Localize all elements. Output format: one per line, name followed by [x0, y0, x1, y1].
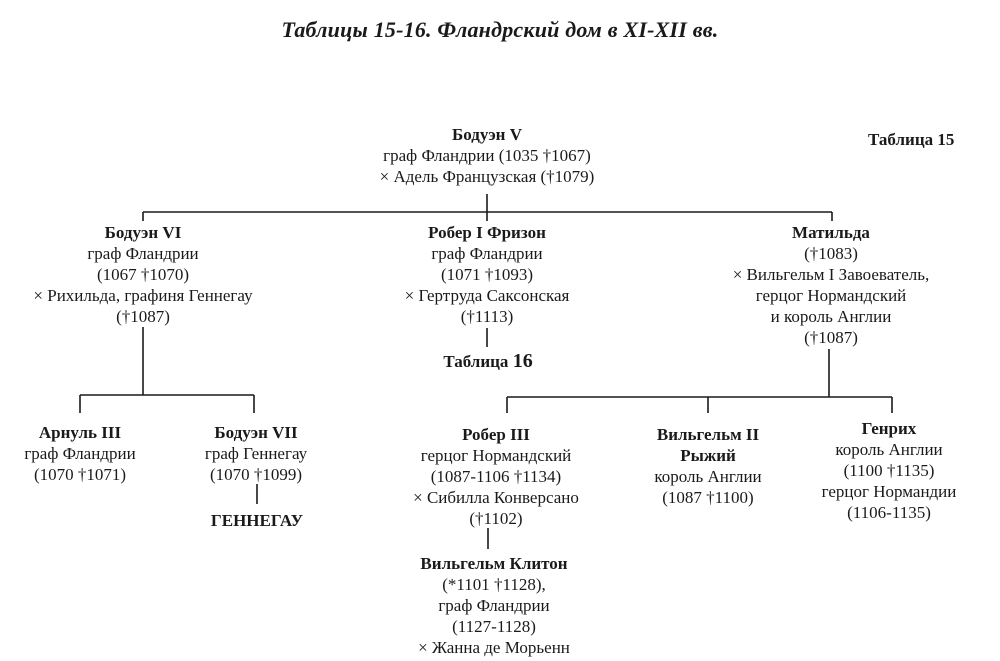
- house-hainaut: ГЕННЕГАУ: [210, 511, 304, 530]
- person-name: Вильгельм Клитон: [420, 554, 568, 573]
- person-title: граф Фландрии: [24, 444, 136, 463]
- person-name: Бодуэн VII: [214, 423, 298, 442]
- person-dates: (1070 †1071): [33, 465, 127, 484]
- person-dates: (1100 †1135): [843, 461, 935, 480]
- person-title: герцог Нормандский: [420, 446, 572, 465]
- person-dates: (1087 †1100): [662, 488, 754, 507]
- person-matilda: [733, 222, 930, 348]
- table-16-reference[interactable]: [443, 351, 532, 372]
- person-dates: (†1083): [804, 244, 858, 263]
- person-dates: (1070 †1099): [209, 465, 303, 484]
- spouse-dates: (†1102): [469, 509, 523, 528]
- person-spouse: × Гертруда Саксонская: [404, 286, 570, 305]
- person-william-ii: [654, 424, 761, 508]
- person-dates: (1071 †1093): [440, 265, 534, 284]
- person-baudouin-vi: [33, 222, 252, 327]
- person-spouse: × Вильгельм I Завоеватель,: [732, 265, 930, 284]
- spouse-dates: (†1087): [804, 328, 858, 347]
- person-baudouin-vii: [205, 422, 307, 485]
- person-title: король Англии: [835, 440, 943, 459]
- spouse-title: и король Англии: [770, 307, 892, 326]
- person-robert-iii: [413, 424, 579, 529]
- person-title: граф Геннегау: [204, 444, 308, 463]
- person-dates: (1087-1106 †1134): [430, 467, 562, 486]
- person-title: граф Фландрии: [87, 244, 199, 263]
- person-title: граф Фландрии: [431, 244, 543, 263]
- person-dates: (*1101 †1128),: [442, 575, 546, 594]
- person-dates: (1067 †1070): [96, 265, 190, 284]
- person-name: Генрих: [861, 419, 917, 438]
- person-name: Робер I Фризон: [428, 223, 546, 242]
- spouse-title: герцог Нормандский: [755, 286, 907, 305]
- table-16-prefix: Таблица: [443, 352, 513, 371]
- person-name: Вильгельм II: [656, 425, 760, 444]
- table-16-number: 16: [512, 350, 533, 372]
- person-spouse: × Рихильда, графиня Геннегау: [33, 286, 253, 305]
- person-baudouin-v: [380, 124, 595, 187]
- person-arnulf-iii: [24, 422, 135, 485]
- table-15-label: Таблица 15: [868, 130, 955, 149]
- person-robert-i-frisian: [405, 222, 570, 327]
- person-spouse: × Адель Французская (†1079): [379, 167, 595, 186]
- person-name: Бодуэн VI: [104, 223, 182, 242]
- person-name: Бодуэн V: [451, 125, 523, 144]
- person-name: Матильда: [792, 223, 870, 242]
- person-title: граф Фландрии: [438, 596, 550, 615]
- person-title: король Англии: [654, 467, 762, 486]
- person-henry: [822, 418, 957, 523]
- person-name: Робер III: [462, 425, 530, 444]
- spouse-dates: (†1113): [460, 307, 514, 326]
- diagram-caption: Таблицы 15-16. Фландрский дом в XI-XII вв.: [281, 17, 719, 42]
- person-title-2: герцог Нормандии: [821, 482, 957, 501]
- person-name: Арнуль III: [38, 423, 122, 442]
- person-title: граф Фландрии (1035 †1067): [383, 146, 591, 165]
- person-epithet: Рыжий: [680, 446, 736, 465]
- person-spouse: × Жанна де Морьенн: [418, 638, 570, 657]
- person-dates-2: (1106-1135): [847, 503, 931, 522]
- person-william-clito: [418, 553, 570, 658]
- person-title-dates: (1127-1128): [452, 617, 536, 636]
- spouse-dates: (†1087): [116, 307, 170, 326]
- person-spouse: × Сибилла Конверсано: [413, 488, 579, 507]
